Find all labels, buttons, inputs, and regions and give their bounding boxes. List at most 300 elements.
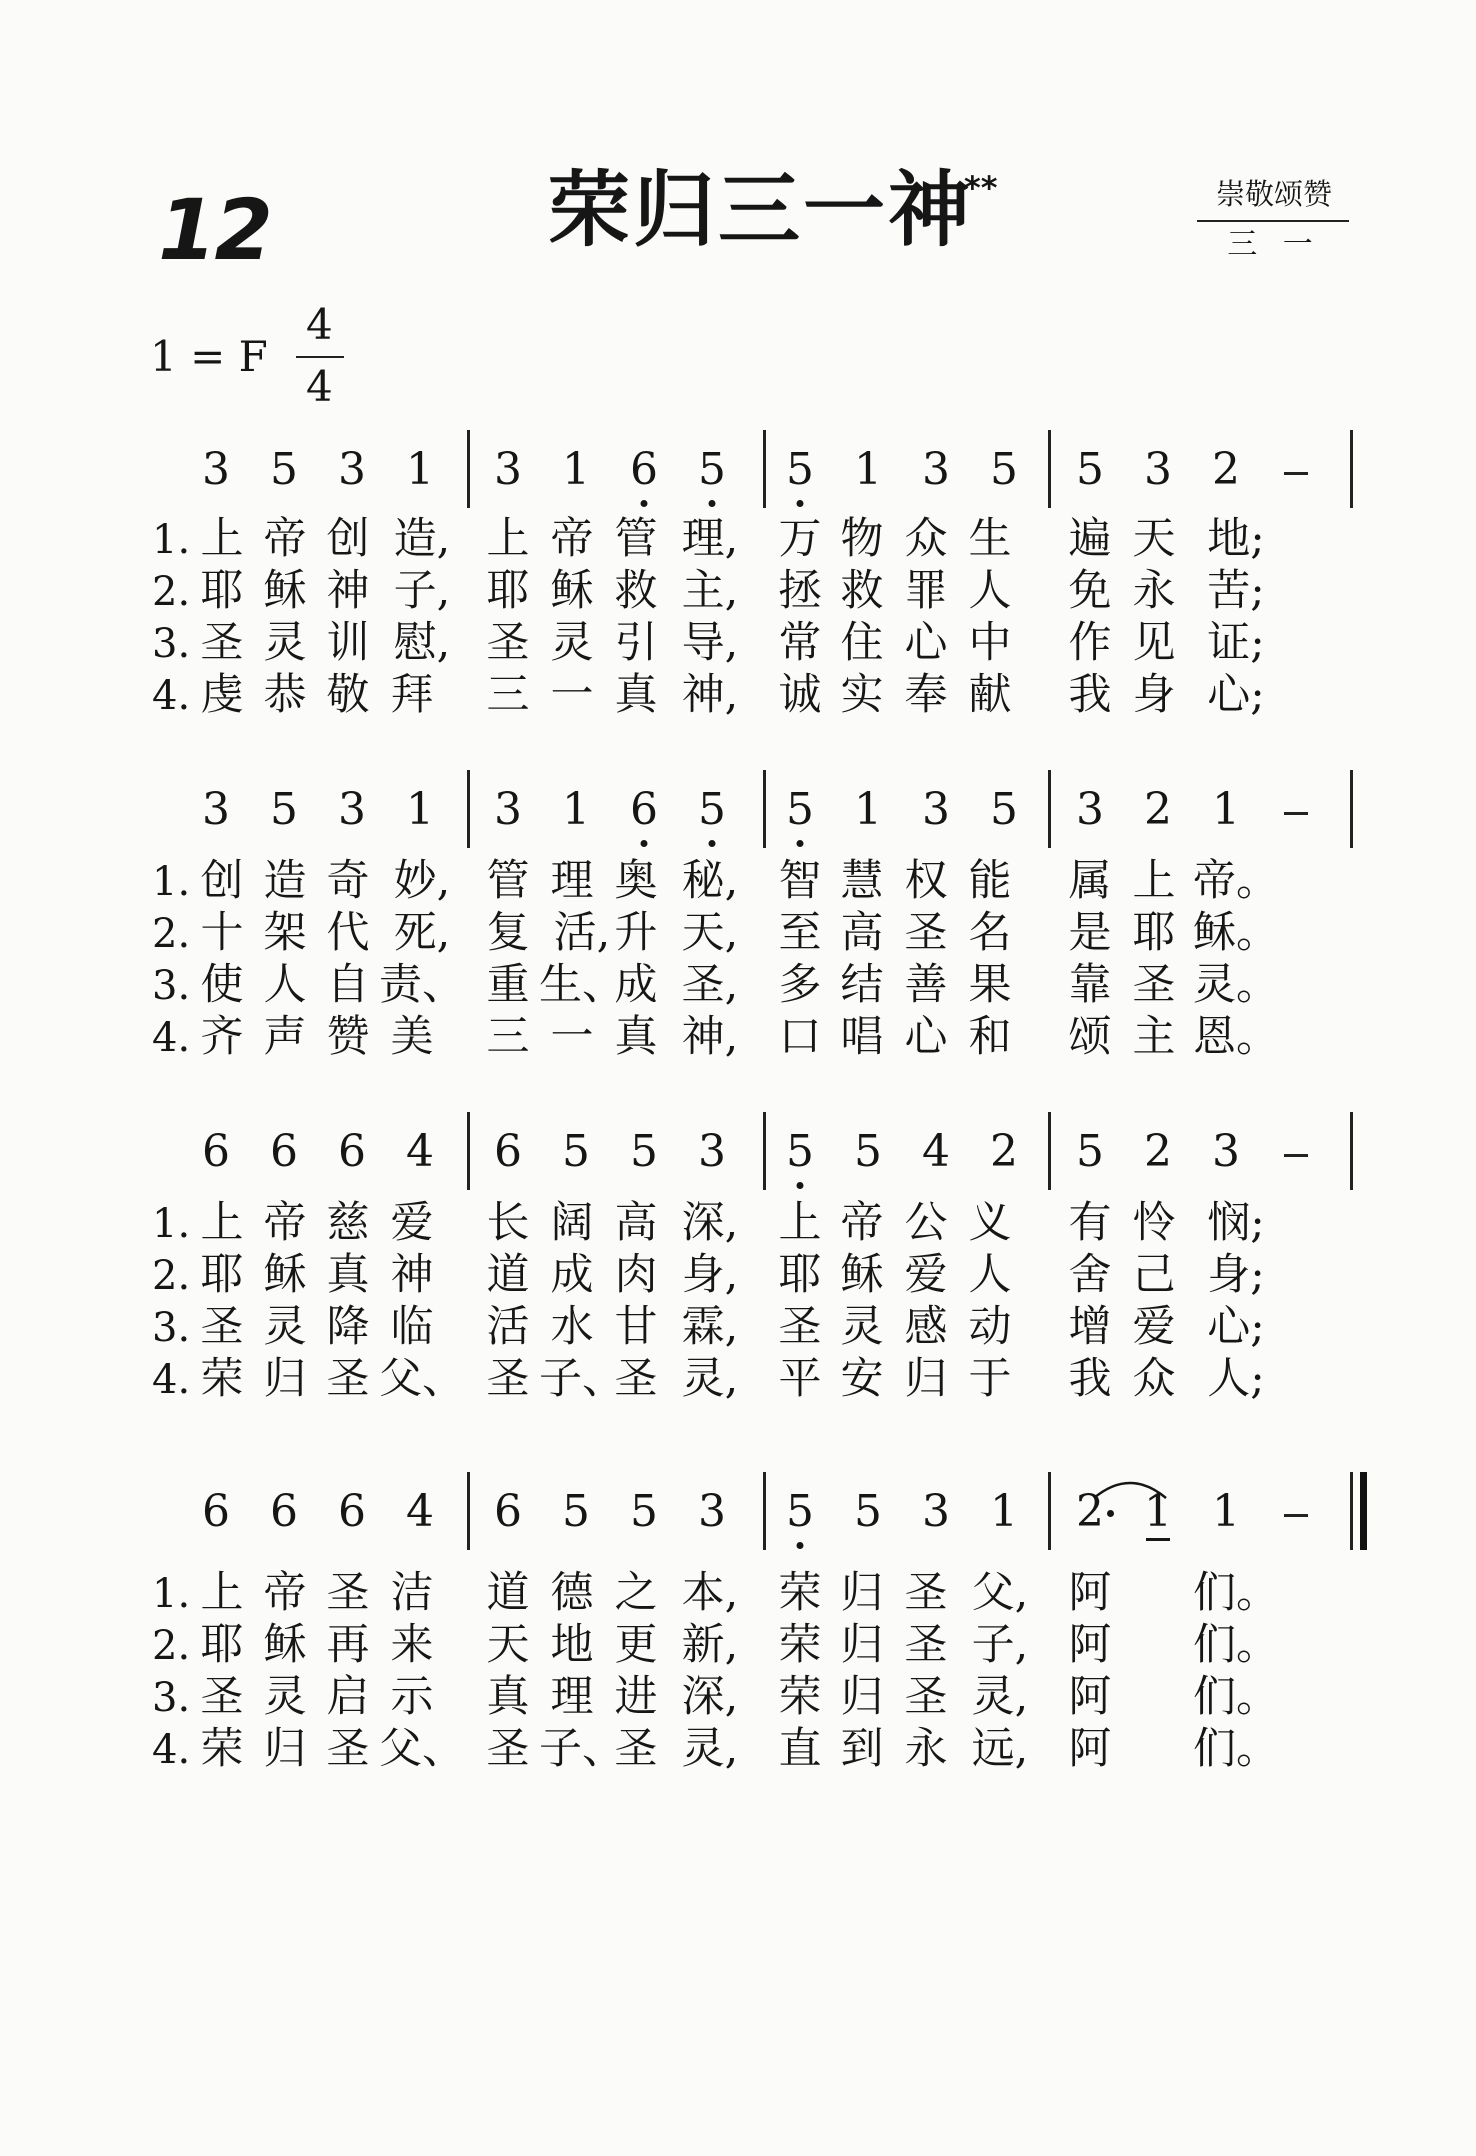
- lyric-syllable: 己: [1132, 1250, 1176, 1300]
- barline: [1048, 1472, 1051, 1550]
- tie-arc: [1090, 1472, 1170, 1502]
- note: 3: [494, 784, 522, 835]
- note: 5: [990, 444, 1018, 495]
- lyric-syllable: 导,: [681, 618, 739, 668]
- note: 6: [270, 1486, 298, 1537]
- lyric-syllable: 证;: [1207, 618, 1265, 668]
- lyric-syllable: 主,: [681, 566, 739, 616]
- lyric-syllable: 长: [486, 1198, 530, 1248]
- lyric-syllable: 自: [326, 960, 370, 1010]
- lyric-syllable: 圣: [778, 1302, 822, 1352]
- lyric-syllable: 奥: [614, 856, 658, 906]
- lyric-syllable: 爱: [904, 1250, 948, 1300]
- note: 5: [1076, 1126, 1104, 1177]
- lyric-syllable: 是: [1068, 908, 1112, 958]
- lyric-syllable: 三: [486, 1012, 530, 1062]
- lyric-syllable: 归: [840, 1620, 884, 1670]
- lyric-syllable: 天,: [681, 908, 739, 958]
- category-label: 崇敬颂赞: [1215, 177, 1332, 211]
- barline: [763, 1472, 766, 1550]
- lyric-syllable: 人: [968, 566, 1012, 616]
- barline: [1048, 770, 1051, 848]
- lyric-syllable: 诚: [778, 670, 822, 720]
- lyric-syllable: 心;: [1207, 1302, 1265, 1352]
- lyric-syllable: 使: [200, 960, 244, 1010]
- lyric-syllable: 父、: [379, 1724, 465, 1774]
- lyric-syllable: 灵,: [681, 1354, 739, 1404]
- verse-number: 4.: [152, 673, 191, 719]
- augmentation-dot: [1107, 1510, 1114, 1517]
- note: 5: [562, 1486, 590, 1537]
- lyric-syllable: 帝: [263, 514, 307, 564]
- time-signature-top: 4: [306, 300, 333, 349]
- lyric-syllable: 果: [968, 960, 1012, 1010]
- lyric-syllable: 众: [904, 514, 948, 564]
- lyric-syllable: 新,: [681, 1620, 739, 1670]
- lyric-syllable: 人: [263, 960, 307, 1010]
- lyric-syllable: 我: [1068, 670, 1112, 720]
- lyric-syllable: 荣: [778, 1620, 822, 1670]
- note: 6: [202, 1486, 230, 1537]
- lyric-syllable: 再: [326, 1620, 370, 1670]
- lyric-syllable: 水: [550, 1302, 594, 1352]
- note: 6: [494, 1486, 522, 1537]
- lyric-syllable: 阔: [550, 1198, 594, 1248]
- note: 6: [630, 444, 658, 495]
- note: 5: [786, 784, 814, 835]
- lyric-syllable: 永: [1132, 566, 1176, 616]
- lyric-syllable: 灵,: [681, 1724, 739, 1774]
- time-signature-rule: [296, 356, 344, 358]
- lyric-syllable: 上: [200, 1198, 244, 1248]
- lyric-syllable: 降: [326, 1302, 370, 1352]
- lyric-syllable: 见: [1132, 618, 1176, 668]
- verse-number: 3.: [152, 963, 191, 1009]
- verse-number: 2.: [152, 911, 191, 957]
- barline: [763, 770, 766, 848]
- lyric-syllable: 子,: [971, 1620, 1029, 1670]
- lyric-syllable: 理: [550, 1672, 594, 1722]
- lyric-syllable: 帝: [263, 1568, 307, 1618]
- lyric-syllable: 临: [390, 1302, 434, 1352]
- lyric-syllable: 霖,: [681, 1302, 739, 1352]
- lyric-syllable: 圣: [904, 1620, 948, 1670]
- lyric-syllable: 人: [968, 1250, 1012, 1300]
- note: 3: [698, 1486, 726, 1537]
- lyric-syllable: 圣: [486, 618, 530, 668]
- lyric-syllable: 圣: [326, 1568, 370, 1618]
- lyric-syllable: 神: [390, 1250, 434, 1300]
- barline: [763, 1112, 766, 1190]
- lyric-syllable: 圣: [326, 1724, 370, 1774]
- lyric-syllable: 慰,: [393, 618, 451, 668]
- note: 2: [1144, 1126, 1172, 1177]
- note: 4: [922, 1126, 950, 1177]
- lyric-syllable: 心: [904, 618, 948, 668]
- verse-number: 3.: [152, 1675, 191, 1721]
- low-octave-dot: [641, 840, 648, 847]
- note: 4: [406, 1126, 434, 1177]
- lyric-syllable: 灵,: [971, 1672, 1029, 1722]
- lyric-syllable: 罪: [904, 566, 948, 616]
- lyric-syllable: 中: [968, 618, 1012, 668]
- lyric-syllable: 安: [840, 1354, 884, 1404]
- lyric-syllable: 众: [1132, 1354, 1176, 1404]
- lyric-syllable: 天: [1132, 514, 1176, 564]
- title-asterisks: **: [964, 169, 998, 207]
- lyric-syllable: 之: [614, 1568, 658, 1618]
- lyric-syllable: 天: [486, 1620, 530, 1670]
- lyric-syllable: 上: [200, 514, 244, 564]
- lyric-syllable: 善: [904, 960, 948, 1010]
- lyric-syllable: 圣: [486, 1354, 530, 1404]
- note: 5: [854, 1486, 882, 1537]
- lyric-syllable: 圣: [904, 1672, 948, 1722]
- lyric-syllable: 死,: [393, 908, 451, 958]
- lyric-syllable: 遍: [1068, 514, 1112, 564]
- lyric-syllable: 洁: [390, 1568, 434, 1618]
- note: 3: [1144, 444, 1172, 495]
- lyric-syllable: 有: [1068, 1198, 1112, 1248]
- note: 6: [494, 1126, 522, 1177]
- lyric-syllable: 苦;: [1207, 566, 1265, 616]
- lyric-syllable: 一: [550, 670, 594, 720]
- note: 3: [338, 784, 366, 835]
- lyric-syllable: 奉: [904, 670, 948, 720]
- note: 3: [922, 1486, 950, 1537]
- lyric-syllable: 圣: [200, 1672, 244, 1722]
- lyric-syllable: 到: [840, 1724, 884, 1774]
- note: 6: [630, 784, 658, 835]
- lyric-syllable: 智: [778, 856, 822, 906]
- note: 6: [338, 1126, 366, 1177]
- lyric-syllable: 真: [326, 1250, 370, 1300]
- lyric-syllable: 来: [390, 1620, 434, 1670]
- barline: [1048, 430, 1051, 508]
- hymn-title: 荣归三一神: [548, 163, 974, 258]
- lyric-syllable: 们。: [1193, 1724, 1279, 1774]
- note: 3: [202, 444, 230, 495]
- barline: [1350, 770, 1353, 848]
- lyric-syllable: 们。: [1193, 1620, 1279, 1670]
- lyric-syllable: 稣: [840, 1250, 884, 1300]
- note: 3: [1076, 784, 1104, 835]
- key-signature: 1 = F: [150, 332, 268, 381]
- note: 5: [698, 444, 726, 495]
- lyric-syllable: 爱: [1132, 1302, 1176, 1352]
- lyric-syllable: 阿: [1068, 1672, 1112, 1722]
- lyric-syllable: 灵: [263, 1672, 307, 1722]
- lyric-syllable: 献: [968, 670, 1012, 720]
- lyric-syllable: 神,: [681, 670, 739, 720]
- lyric-syllable: 永: [904, 1724, 948, 1774]
- note: 2: [1212, 444, 1240, 495]
- low-octave-dot: [797, 500, 804, 507]
- barline: [1350, 1112, 1353, 1190]
- lyric-syllable: 理: [550, 856, 594, 906]
- lyric-syllable: 耶: [1132, 908, 1176, 958]
- lyric-syllable: 地: [550, 1620, 594, 1670]
- note: 1: [406, 444, 434, 495]
- lyric-syllable: 肉: [614, 1250, 658, 1300]
- low-octave-dot: [641, 500, 648, 507]
- note: 6: [338, 1486, 366, 1537]
- lyric-syllable: 灵: [550, 618, 594, 668]
- lyric-syllable: 造,: [393, 514, 451, 564]
- low-octave-dot: [797, 840, 804, 847]
- hold-dash: [1284, 1154, 1308, 1157]
- lyric-syllable: 人;: [1207, 1354, 1265, 1404]
- lyric-syllable: 高: [614, 1198, 658, 1248]
- lyric-syllable: 真: [614, 1012, 658, 1062]
- note: 1: [406, 784, 434, 835]
- lyric-syllable: 敬: [326, 670, 370, 720]
- lyric-syllable: 生: [968, 514, 1012, 564]
- lyric-syllable: 深,: [681, 1198, 739, 1248]
- lyric-syllable: 子、: [539, 1354, 625, 1404]
- note: 5: [698, 784, 726, 835]
- lyric-syllable: 神,: [681, 1012, 739, 1062]
- note: 1: [562, 784, 590, 835]
- lyric-syllable: 阿: [1068, 1568, 1112, 1618]
- note: 1: [1144, 1486, 1172, 1537]
- verse-number: 4.: [152, 1727, 191, 1773]
- lyric-syllable: 归: [840, 1672, 884, 1722]
- lyric-syllable: 真: [486, 1672, 530, 1722]
- lyric-syllable: 耶: [486, 566, 530, 616]
- lyric-syllable: 神: [326, 566, 370, 616]
- lyric-syllable: 圣: [1132, 960, 1176, 1010]
- lyric-syllable: 管: [486, 856, 530, 906]
- lyric-syllable: 身: [1132, 670, 1176, 720]
- lyric-syllable: 悯;: [1207, 1198, 1265, 1248]
- note: 5: [786, 444, 814, 495]
- barline: [763, 430, 766, 508]
- lyric-syllable: 圣: [614, 1724, 658, 1774]
- note: 5: [786, 1126, 814, 1177]
- note: 3: [698, 1126, 726, 1177]
- note: 5: [786, 1486, 814, 1537]
- lyric-syllable: 圣: [904, 908, 948, 958]
- verse-number: 1.: [152, 1571, 191, 1617]
- lyric-syllable: 荣: [778, 1568, 822, 1618]
- lyric-syllable: 示: [390, 1672, 434, 1722]
- lyric-syllable: 耶: [200, 566, 244, 616]
- lyric-syllable: 帝: [550, 514, 594, 564]
- lyric-syllable: 美: [390, 1012, 434, 1062]
- lyric-syllable: 真: [614, 670, 658, 720]
- low-octave-dot: [797, 1182, 804, 1189]
- lyric-syllable: 心: [904, 1012, 948, 1062]
- lyric-syllable: 架: [263, 908, 307, 958]
- note: 5: [990, 784, 1018, 835]
- lyric-syllable: 归: [840, 1568, 884, 1618]
- lyric-syllable: 深,: [681, 1672, 739, 1722]
- lyric-syllable: 上: [200, 1568, 244, 1618]
- lyric-syllable: 义: [968, 1198, 1012, 1248]
- lyric-syllable: 主: [1132, 1012, 1176, 1062]
- note: 5: [854, 1126, 882, 1177]
- note: 5: [630, 1486, 658, 1537]
- lyric-syllable: 作: [1068, 618, 1112, 668]
- lyric-syllable: 上: [778, 1198, 822, 1248]
- verse-number: 3.: [152, 1305, 191, 1351]
- note: 6: [202, 1126, 230, 1177]
- lyric-syllable: 灵: [840, 1302, 884, 1352]
- lyric-syllable: 帝: [263, 1198, 307, 1248]
- lyric-syllable: 身;: [1207, 1250, 1265, 1300]
- lyric-syllable: 荣: [200, 1724, 244, 1774]
- barline: [467, 430, 470, 508]
- note: 5: [630, 1126, 658, 1177]
- lyric-syllable: 创: [200, 856, 244, 906]
- lyric-syllable: 地;: [1207, 514, 1265, 564]
- lyric-syllable: 十: [200, 908, 244, 958]
- hold-dash: [1284, 472, 1308, 475]
- lyric-syllable: 理,: [681, 514, 739, 564]
- lyric-syllable: 权: [904, 856, 948, 906]
- lyric-syllable: 直: [778, 1724, 822, 1774]
- hold-dash: [1284, 1514, 1308, 1517]
- lyric-syllable: 物: [840, 514, 884, 564]
- lyric-syllable: 增: [1068, 1302, 1112, 1352]
- note: 3: [922, 444, 950, 495]
- hold-dash: [1284, 812, 1308, 815]
- lyric-syllable: 和: [968, 1012, 1012, 1062]
- lyric-syllable: 荣: [200, 1354, 244, 1404]
- lyric-syllable: 道: [486, 1250, 530, 1300]
- barline: [1048, 1112, 1051, 1190]
- lyric-syllable: 生、: [539, 960, 625, 1010]
- lyric-syllable: 造: [263, 856, 307, 906]
- barline: [1350, 430, 1353, 508]
- lyric-syllable: 声: [263, 1012, 307, 1062]
- lyric-syllable: 圣: [200, 618, 244, 668]
- category-divider: [1197, 220, 1349, 222]
- lyric-syllable: 稣: [263, 566, 307, 616]
- lyric-syllable: 爱: [390, 1198, 434, 1248]
- lyric-syllable: 子、: [539, 1724, 625, 1774]
- verse-number: 1.: [152, 1201, 191, 1247]
- note: 2: [1144, 784, 1172, 835]
- lyric-syllable: 活: [486, 1302, 530, 1352]
- note: 5: [270, 444, 298, 495]
- lyric-syllable: 帝: [840, 1198, 884, 1248]
- note: 3: [338, 444, 366, 495]
- lyric-syllable: 口: [778, 1012, 822, 1062]
- lyric-syllable: 齐: [200, 1012, 244, 1062]
- lyric-syllable: 阿: [1068, 1620, 1112, 1670]
- lyric-syllable: 结: [840, 960, 884, 1010]
- verse-number: 1.: [152, 859, 191, 905]
- lyric-syllable: 稣: [550, 566, 594, 616]
- lyric-syllable: 责、: [379, 960, 465, 1010]
- lyric-syllable: 拜: [390, 670, 434, 720]
- lyric-syllable: 活,: [553, 908, 611, 958]
- verse-number: 2.: [152, 569, 191, 615]
- lyric-syllable: 万: [778, 514, 822, 564]
- lyric-syllable: 训: [326, 618, 370, 668]
- note: 5: [562, 1126, 590, 1177]
- note: 6: [270, 1126, 298, 1177]
- category-code: 三 一: [1227, 227, 1321, 262]
- lyric-syllable: 归: [263, 1724, 307, 1774]
- lyric-syllable: 拯: [778, 566, 822, 616]
- lyric-syllable: 赞: [326, 1012, 370, 1062]
- lyric-syllable: 恭: [263, 670, 307, 720]
- final-barline-thin: [1350, 1472, 1353, 1550]
- lyric-syllable: 奇: [326, 856, 370, 906]
- lyric-syllable: 名: [968, 908, 1012, 958]
- lyric-syllable: 怜: [1132, 1198, 1176, 1248]
- lyric-syllable: 们。: [1193, 1672, 1279, 1722]
- lyric-syllable: 上: [486, 514, 530, 564]
- note: 3: [494, 444, 522, 495]
- lyric-syllable: 归: [904, 1354, 948, 1404]
- lyric-syllable: 耶: [778, 1250, 822, 1300]
- note: 1: [562, 444, 590, 495]
- lyric-syllable: 耶: [200, 1250, 244, 1300]
- lyric-syllable: 上: [1132, 856, 1176, 906]
- lyric-syllable: 重: [486, 960, 530, 1010]
- lyric-syllable: 父、: [379, 1354, 465, 1404]
- note: 3: [922, 784, 950, 835]
- lyric-syllable: 实: [840, 670, 884, 720]
- lyric-syllable: 进: [614, 1672, 658, 1722]
- lyric-syllable: 能: [968, 856, 1012, 906]
- hymn-number: 12: [158, 181, 271, 279]
- lyric-syllable: 心;: [1207, 670, 1265, 720]
- lyric-syllable: 创: [326, 514, 370, 564]
- lyric-syllable: 救: [614, 566, 658, 616]
- lyric-syllable: 甘: [614, 1302, 658, 1352]
- lyric-syllable: 平: [778, 1354, 822, 1404]
- lyric-syllable: 虔: [200, 670, 244, 720]
- lyric-syllable: 远,: [971, 1724, 1029, 1774]
- lyric-syllable: 管: [614, 514, 658, 564]
- verse-number: 2.: [152, 1253, 191, 1299]
- lyric-syllable: 耶: [200, 1620, 244, 1670]
- lyric-syllable: 成: [550, 1250, 594, 1300]
- lyric-syllable: 靠: [1068, 960, 1112, 1010]
- lyric-syllable: 舍: [1068, 1250, 1112, 1300]
- eighth-note-underline: [1146, 1538, 1170, 1541]
- lyric-syllable: 帝。: [1193, 856, 1279, 906]
- verse-number: 1.: [152, 517, 191, 563]
- lyric-syllable: 父,: [971, 1568, 1029, 1618]
- lyric-syllable: 常: [778, 618, 822, 668]
- note: 1: [990, 1486, 1018, 1537]
- lyric-syllable: 启: [326, 1672, 370, 1722]
- lyric-syllable: 我: [1068, 1354, 1112, 1404]
- lyric-syllable: 阿: [1068, 1724, 1112, 1774]
- lyric-syllable: 荣: [778, 1672, 822, 1722]
- lyric-syllable: 子,: [393, 566, 451, 616]
- lyric-syllable: 复: [486, 908, 530, 958]
- lyric-syllable: 稣: [263, 1250, 307, 1300]
- lyric-syllable: 于: [968, 1354, 1012, 1404]
- lyric-syllable: 灵: [263, 1302, 307, 1352]
- lyric-syllable: 代: [326, 908, 370, 958]
- lyric-syllable: 引: [614, 618, 658, 668]
- note: 1: [854, 784, 882, 835]
- lyric-syllable: 公: [904, 1198, 948, 1248]
- note: 1: [1212, 1486, 1240, 1537]
- lyric-syllable: 至: [778, 908, 822, 958]
- lyric-syllable: 免: [1068, 566, 1112, 616]
- lyric-syllable: 身,: [681, 1250, 739, 1300]
- verse-number: 4.: [152, 1015, 191, 1061]
